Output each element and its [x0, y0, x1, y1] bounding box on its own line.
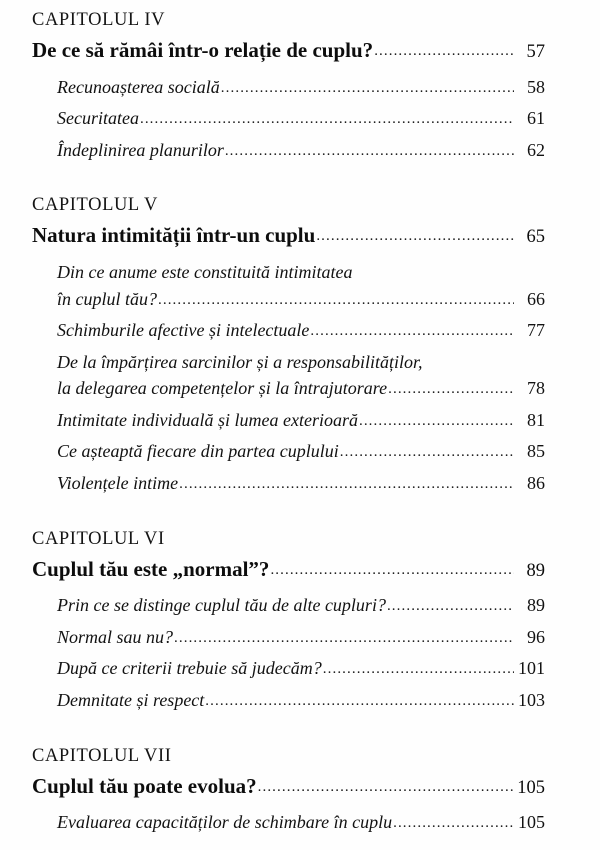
chapter-block	[32, 527, 545, 714]
sub-entry-text: Ce așteaptă fiecare din partea cuplului	[57, 441, 339, 462]
sub-entry-page-number: 103	[518, 690, 545, 710]
chapter-title-entry[interactable]	[32, 221, 545, 251]
sub-entry-page-number: 105	[518, 812, 545, 833]
chapter-title-entry-page-number: 65	[526, 227, 545, 248]
sub-entry-text: Schimburile afective și intelectuale	[57, 320, 310, 341]
leader-dots	[393, 813, 514, 834]
leader-dots	[359, 411, 514, 432]
sub-entry-text: Prin ce se distinge cuplul tău de alte cupluri?	[57, 595, 386, 616]
chapter-title-entry[interactable]	[32, 772, 545, 802]
chapter-label: CAPITOLUL V	[32, 195, 159, 216]
leader-dots	[221, 78, 514, 99]
chapter-label: CAPITOLUL VII	[32, 745, 172, 766]
sub-entry-page-number: 61	[527, 108, 545, 129]
sub-entry-page-number: 101	[518, 658, 545, 679]
sub-entry-text: Îndeplinirea planurilor	[57, 139, 224, 160]
leader-dots	[270, 560, 514, 581]
sub-entry-text: Evaluarea capacităților de schimbare în cuplu	[57, 812, 393, 833]
chapter-title-entry-text: Cuplul tău poate evolua?	[32, 773, 257, 798]
sub-entry-text: Recunoașterea socială	[57, 76, 220, 97]
sub-entry[interactable]	[57, 656, 545, 682]
sub-entry-text: Securitatea	[57, 108, 139, 129]
leader-dots	[225, 141, 514, 162]
sub-entry-page-number: 86	[527, 473, 545, 494]
sub-entry-page-number: 96	[527, 626, 545, 647]
chapter-block	[32, 8, 545, 163]
chapter-title-entry[interactable]	[32, 36, 545, 66]
sub-entry-page-number: 78	[527, 378, 545, 399]
leader-dots	[205, 691, 514, 712]
sub-entry[interactable]	[57, 138, 545, 164]
sub-entry[interactable]	[57, 593, 545, 619]
sub-entry[interactable]	[57, 106, 545, 132]
sub-entry-text: Violențele intime	[57, 473, 179, 494]
leader-dots	[158, 290, 514, 311]
sub-entry-text: la delegarea competențelor și la întrajutorare	[57, 378, 388, 399]
leader-dots	[374, 41, 514, 62]
sub-entry[interactable]	[57, 439, 545, 465]
leader-dots	[258, 777, 514, 798]
chapter-title-entry-page-number: 57	[526, 41, 545, 62]
sub-entry-page-number: 77	[527, 320, 545, 341]
sub-entry[interactable]	[57, 376, 545, 402]
chapter-title-entry[interactable]	[32, 555, 545, 585]
leader-dots	[310, 321, 514, 342]
sub-entry[interactable]	[57, 408, 545, 434]
sub-entry-page-number: 81	[527, 409, 545, 430]
leader-dots	[174, 628, 514, 649]
leader-dots	[179, 474, 514, 495]
sub-entry[interactable]	[57, 625, 545, 651]
sub-entry[interactable]	[57, 287, 545, 313]
sub-entry-text: Demnitate și respect	[57, 690, 205, 710]
chapter-title-entry-page-number: 89	[526, 560, 545, 581]
sub-entry[interactable]	[57, 688, 545, 714]
chapter-label: CAPITOLUL IV	[32, 10, 166, 30]
sub-entry-page-number: 62	[527, 139, 545, 160]
chapter-block	[32, 744, 545, 836]
sub-entry-wrapped-line: Din ce anume este constituită intimitatea	[57, 262, 353, 283]
sub-entry-page-number: 58	[527, 76, 545, 97]
chapter-title-entry-page-number: 105	[517, 777, 545, 798]
chapter-block	[32, 193, 545, 496]
sub-entry[interactable]	[57, 75, 545, 101]
sub-entry[interactable]	[57, 471, 545, 497]
chapter-title-entry-text: Natura intimității într-un cuplu	[32, 223, 316, 248]
sub-entry[interactable]	[57, 318, 545, 344]
sub-entry-wrapped-line: De la împărțirea sarcinilor și a responsabilităților,	[57, 351, 423, 372]
sub-entry-text: Normal sau nu?	[57, 626, 174, 647]
sub-entry-page-number: 66	[527, 288, 545, 309]
leader-dots	[323, 659, 514, 680]
sub-entry-page-number: 85	[527, 441, 545, 462]
leader-dots	[340, 442, 514, 463]
chapter-title-entry-text: Cuplul tău este „normal”?	[32, 556, 270, 581]
chapter-label: CAPITOLUL VI	[32, 528, 165, 549]
sub-entry-text: în cuplul tău?	[57, 288, 157, 309]
leader-dots	[140, 109, 514, 130]
leader-dots	[387, 596, 514, 617]
sub-entry-text: Intimitate individuală și lumea exterioară	[57, 409, 358, 430]
sub-entry[interactable]	[57, 810, 545, 836]
chapter-title-entry-text: De ce să rămâi într-o relație de cuplu?	[32, 37, 374, 62]
sub-entry-page-number: 89	[527, 595, 545, 616]
sub-entry-text: După ce criterii trebuie să judecăm?	[57, 658, 322, 679]
leader-dots	[388, 379, 514, 400]
leader-dots	[316, 226, 514, 247]
